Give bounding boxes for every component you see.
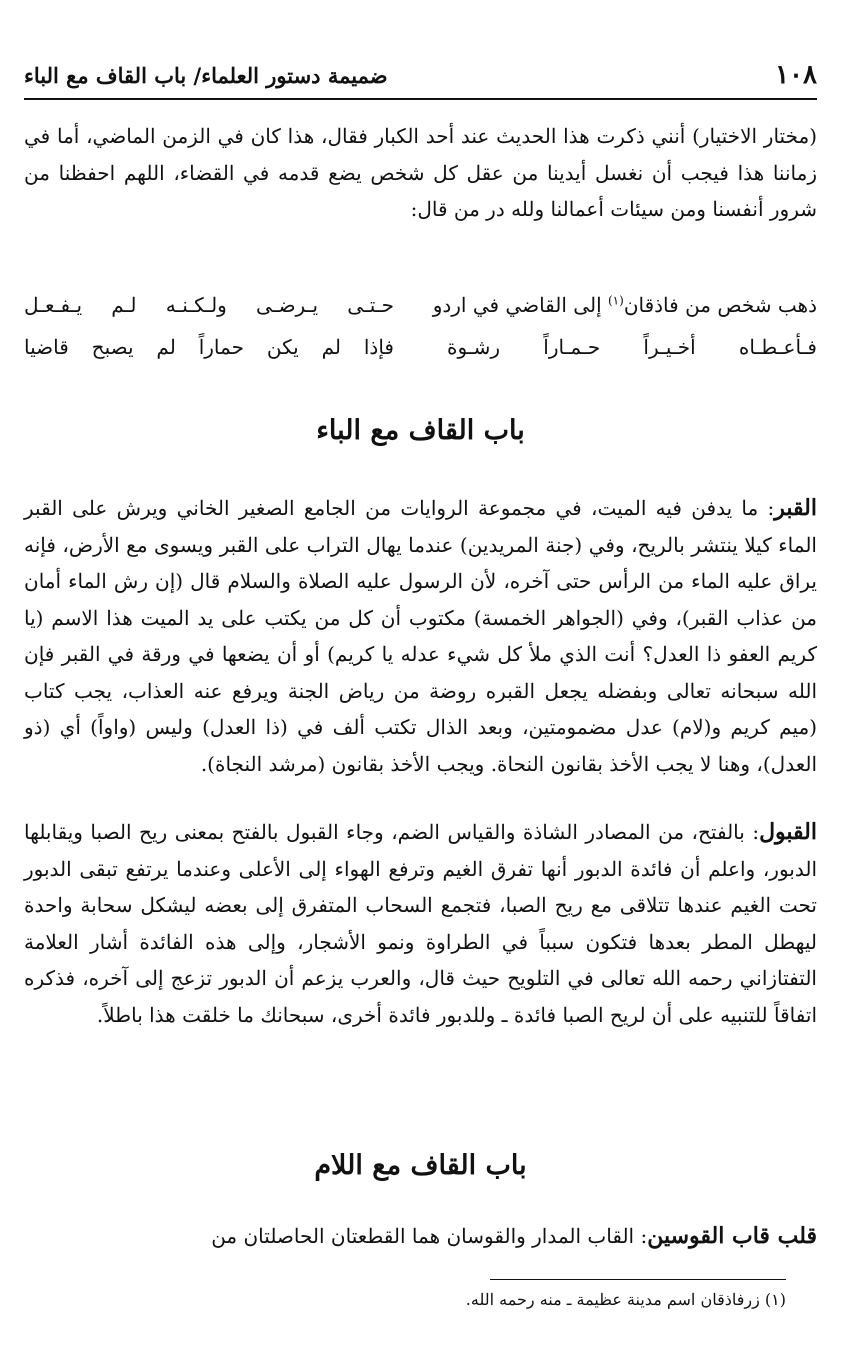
entry-paragraph [24, 490, 817, 782]
verse-line [24, 326, 817, 368]
entry-paragraph [24, 814, 817, 1033]
page-number: ١٠٨ [775, 60, 817, 90]
footnote: (١) زرفاذقان اسم مدينة عظيمة ـ منه رحمه الله. [465, 1290, 786, 1309]
header-rule [24, 98, 817, 100]
verse-line [24, 284, 817, 326]
second-hemistich: فإذا لم يكن حماراً لم يصبح قاضيا [24, 335, 394, 359]
second-hemistich: حـتـى يـرضـى ولـكـنـه لـم يـفـعـل [24, 293, 394, 317]
entry-paragraph [24, 1218, 817, 1255]
footnote-rule [490, 1279, 786, 1280]
poem [24, 284, 817, 368]
page-header [24, 58, 817, 92]
section-heading: باب القاف مع اللام [314, 1150, 527, 1181]
footnote-mark: (١) [607, 293, 624, 308]
first-hemistich: ذهب شخص من فاذقان$^{(١)}$ إلى القاضي في اردو [432, 293, 817, 317]
entry-term: القبول [759, 819, 817, 845]
entry-term: قلب قاب القوسين [647, 1223, 817, 1249]
running-title: ضميمة دستور العلماء/ باب القاف مع الباء [24, 62, 388, 88]
entry-text: : بالفتح، من المصادر الشاذة والقياس الضم، وجاء القبول بالفتح بمعنى ريح الصبا ويقابلها الدبور، واعلم أن فائدة الدبور أنها تفرق الغيم وترفع الهواء إلى الأعلى وعندما يرتفع تبقى الدبور تحت الغيم عندها تتلاقى مع ريح الصبا، فتجمع السحاب المتفرق إلى بعضه ليشكل سحابة واحدة ليهطل المطر بعدها فتكون سبباً في الطراوة ونمو الأشجار، وإلى هذه الفائدة أشار العلامة التفتازاني رحمه الله تعالى في التلويح حيث قال، والعرب يزعم أن الدبور تزعج إلى آخره، فذكره اتفاقاً للتنبيه على أن لريح الصبا فائدة ـ وللدبور فائدة أخرى، سبحانك ما خلقت هذا باطلاً. [24, 820, 818, 1027]
intro-paragraph: (مختار الاختيار) أنني ذكرت هذا الحديث عند أحد الكبار فقال، هذا كان في الزمن الماضي، أما في زماننا هذا فيجب أن نغسل أيدينا من عقل كل شخص يضع قدمه في القضاء، اللهم احفظنا من شرور أنفسنا ومن سيئات أعمالنا ولله در من قال: [24, 124, 817, 221]
first-hemistich: فـأعـطـاه أخـيـراً حـمـاراً رشـوة [447, 335, 817, 359]
entry-text: : ما يدفن فيه الميت، في مجموعة الروايات من الجامع الصغير الخاني ويرش على القبر الماء كيلا ينتشر بالريح، وفي (جنة المريدين) عندما يهال التراب على القبر ويسوى مع الأرض، فإنه يراق عليه الماء من الرأس حتى آخره، لأن الرسول عليه الصلاة والسلام قال (إن رش الماء أمان من عذاب القبر)، وفي (الجواهر الخمسة) مكتوب أن كل من يكتب على يد الميت هذا الاسم (يا كريم العفو ذا العدل؟ أنت الذي ملأ كل شيء عدله يا كريم) أو أن يضعها في ورقة في القبر فإن الله سبحانه تعالى وبفضله يجعل القبره روضة من رياض الجنة ويرفع عنه العذاب، يجب كتاب (ميم كريم و(لام) عدل مضمومتين، وبعد الذال تكتب ألف في (ذا العدل) وليس (واواً) أي (ذو العدل)، وهنا لا يجب الأخذ بقانون النحاة. ويجب الأخذ بقانون (مرشد النجاة). [24, 496, 817, 776]
entry-term: القبر [774, 495, 817, 521]
section-heading: باب القاف مع الباء [316, 415, 525, 446]
entry-text: : القاب المدار والقوسان هما القطعتان الحاصلتان من [211, 1224, 648, 1248]
